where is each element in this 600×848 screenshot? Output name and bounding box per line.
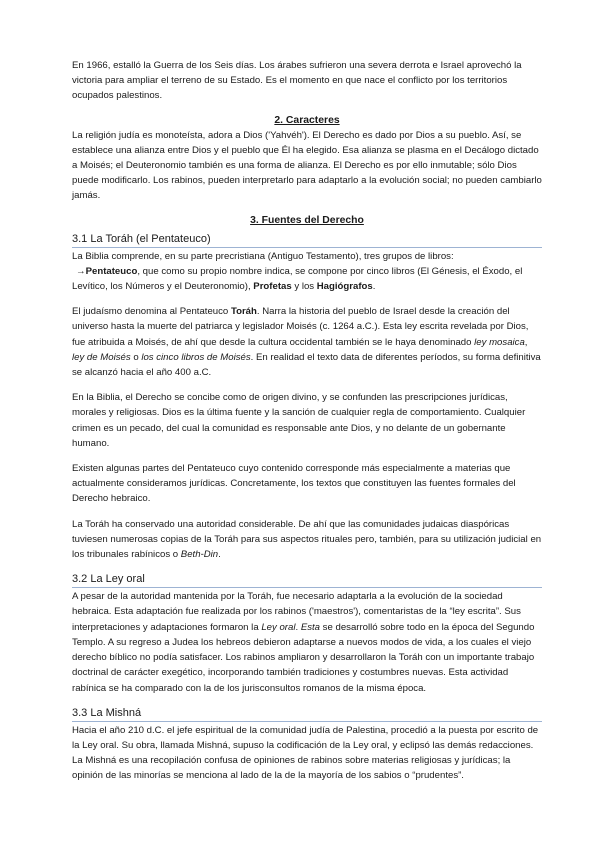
paragraph-partes-pentateuco: Existen algunas partes del Pentateuco cuyo contenido corresponde más especialmente a materias que actualmente consideramos jurídicas. Concretamente, los textos que constituyen las fuentes formales del Derecho hebraico.: [72, 463, 516, 505]
arrow-icon: →: [76, 265, 86, 277]
paragraph-biblia-derecho: En la Biblia, el Derecho se concibe como de origen divino, y se confunden las prescripciones jurídicas, morales y religiosas. Dios es la última fuente y la sanción de cualquier regla de comportamiento. Cualquier crimen es un pecado, del cual la comunidad es responsable ante Dios, y no delante de un gobernante humano.: [72, 392, 526, 449]
term-pentateuco: Pentateuco: [85, 265, 138, 277]
document-page: [72, 58, 542, 784]
term-cinco-libros: los cinco libros de Moisés: [141, 351, 251, 363]
term-torah: Toráh: [230, 306, 257, 318]
paragraph-biblia-intro: La Biblia comprende, en su parte precristiana (Antiguo Testamento), tres grupos de libros:: [72, 250, 454, 262]
term-hagiografos: Hagiógrafos: [316, 281, 373, 293]
term-ley-de-moises: ley de Moisés: [72, 351, 131, 363]
paragraph-autoridad-torah: La Toráh ha conservado una autoridad considerable. De ahí que las comunidades judaicas diaspóricas tuviesen numerosas copias de la Toráh para sus aspectos rituales pero, también, para su utilización judicial en los tribunales rabínicos o Beth-Din.: [72, 518, 542, 561]
heading-caracteres: 2. Caracteres: [274, 114, 340, 126]
term-beth-din: Beth-Din: [180, 549, 219, 561]
term-ley-mosaica: ley mosaica: [474, 336, 525, 348]
subheading-ley-oral: 3.2 La Ley oral: [72, 572, 542, 588]
term-profetas: Profetas: [253, 281, 292, 293]
paragraph-six-day-war: En 1966, estalló la Guerra de los Seis días. Los árabes sufrieron una severa derrota e Israel aprovechó la victoria para ampliar el terreno de su Estado. Es el momento en que nace el conflicto por los territorios ocupados palestinos.: [72, 60, 522, 102]
term-esta: Esta: [300, 621, 321, 633]
paragraph-mishna: Hacia el año 210 d.C. el jefe espiritual de la comunidad judía de Palestina, procedió a la puesta por escrito de la Ley oral. Su obra, llamada Mishná, supuso la codificación de la Ley oral, y eclipsó las demás redacciones. La Mishná es una recopilación confusa de opiniones de rabinos sobre materias religiosas y jurídicas; la opinión de las minorías se menciona al lado de la de la mayoría de los sabios o “prudentes”.: [72, 724, 539, 782]
heading-fuentes-del-derecho: 3. Fuentes del Derecho: [250, 214, 364, 226]
subheading-mishna: 3.3 La Mishná: [72, 706, 542, 722]
paragraph-pentateuco: →Pentateuco, que como su propio nombre indica, se compone por cinco libros (El Génesis, el Éxodo, el Levítico, los Números y el Deuteronomio), Profetas y los Hagiógrafos.: [72, 265, 523, 293]
paragraph-caracteres: La religión judía es monoteísta, adora a Dios ('Yahvéh'). El Derecho es dado por Dios a su pueblo. Así, se establece una alianza entre Dios y el pueblo que Él ha elegido. Esa alianza se plasma en el Decálogo dictado a Moisés; el Deuteronomio también es una forma de alianza. El Derecho es por ello inmutable; sólo Dios puede modificarlo. Los rabinos, pueden interpretarlo para adaptarlo a la evolución social; no pueden cambiarlo jamás.: [72, 129, 542, 202]
subheading-torah: 3.1 La Toráh (el Pentateuco): [72, 232, 542, 248]
paragraph-judaismo: El judaísmo denomina al Pentateuco Toráh. Narra la historia del pueblo de Israel desde la creación del universo hasta la muerte del patriarca y legislador Moisés (c. 1264 a.C.). Esta ley escrita revelada por Dios, fue atribuida a Moisés, de ahí que desde la cultura occidental también se le haya denominado ley mosaica, ley de Moisés o los cinco libros de Moisés. En realidad el texto data de diferentes períodos, su forma definitiva se alcanzó hacia el año 400 a.C.: [72, 306, 541, 379]
term-ley-oral: Ley oral: [261, 621, 296, 633]
paragraph-ley-oral: A pesar de la autoridad mantenida por la Toráh, fue necesario adaptarla a la evolución de la sociedad hebraica. Esta adaptación fue realizada por los rabinos ('maestros'), comentaristas de la “ley escrita”. Sus interpretaciones y adaptaciones formaron la Ley oral. Esta se desarrolló sobre todo en la época del Segundo Templo. A su regreso a Judea los hebreos debieron adaptarse a nuevos modos de vida, a los cuales el viejo derecho bíblico no podía satisfacer. Los rabinos ampliaron y desarrollaron la Toráh con un importante trabajo doctrinal de carácter exegético, incorporando también tradiciones y costumbres nuevas. Esta actividad rabínica se ha comparado con la de los jurisconsultos romanos de la misma época.: [72, 591, 535, 694]
